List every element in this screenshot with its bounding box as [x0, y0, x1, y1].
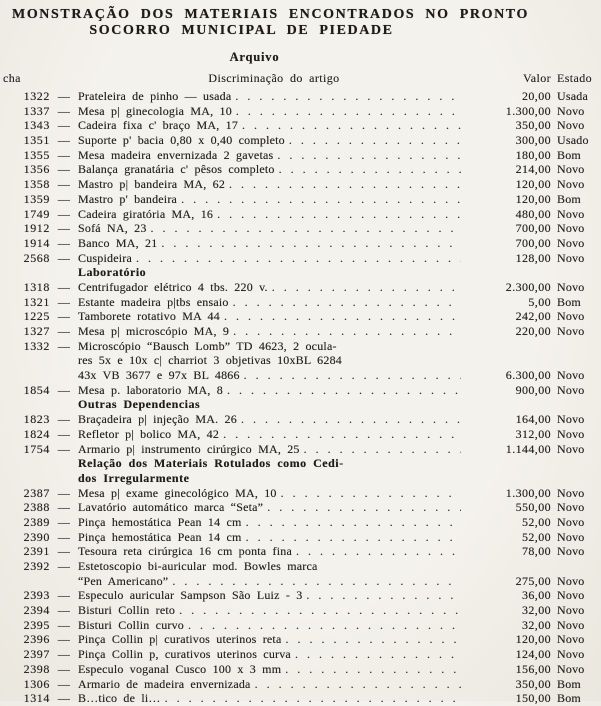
ficha-number: 2398	[23, 661, 50, 676]
item-description: Centrifugador elétrico 4 tbs. 220 v.	[78, 279, 268, 294]
item-value: 214,00	[515, 162, 551, 177]
row-dash: —	[57, 235, 71, 250]
item-description: “Pen Americano”	[78, 573, 169, 588]
ficha-number: 2568	[23, 250, 50, 265]
item-value: 550,00	[515, 500, 551, 515]
dot-leader	[161, 236, 461, 251]
ficha-number: 2391	[23, 544, 50, 559]
item-value: 2.300,00	[505, 279, 551, 294]
item-condition: Novo	[557, 162, 585, 177]
dot-leader	[242, 118, 461, 133]
table-row	[0, 588, 601, 603]
dot-leader	[255, 677, 461, 692]
column-header-estado: Estado	[557, 71, 593, 85]
item-condition: Bom	[557, 294, 581, 309]
table-row	[0, 677, 601, 692]
item-condition: Bom	[557, 147, 581, 162]
row-dash: —	[57, 544, 71, 559]
dot-leader	[172, 574, 461, 589]
item-condition: Novo	[557, 103, 585, 118]
item-value: 300,00	[515, 133, 551, 148]
table-row	[0, 221, 601, 236]
column-header-row	[0, 71, 601, 86]
ficha-number: 1912	[23, 221, 50, 236]
item-value: 1.300,00	[505, 485, 551, 500]
item-condition: Novo	[557, 221, 585, 236]
table-row	[0, 500, 601, 515]
item-value: 700,00	[515, 235, 551, 250]
table-row	[0, 574, 601, 589]
item-value: 32,00	[522, 617, 551, 632]
section-title: Laboratório	[78, 265, 147, 280]
item-description: Armario p| instrumento cirúrgico MA, 25	[78, 441, 300, 456]
item-value: 120,00	[515, 191, 551, 206]
table-row	[0, 251, 601, 266]
dot-leader	[289, 133, 461, 148]
row-dash: —	[57, 500, 71, 515]
table-row	[0, 177, 601, 192]
item-description: Especulo voganal Cusco 100 x 3 mm	[78, 661, 282, 676]
item-value: 150,00	[515, 691, 551, 706]
item-value: 120,00	[515, 177, 551, 192]
item-condition: Novo	[557, 632, 585, 647]
section-heading-arquivo: Arquivo	[229, 50, 280, 64]
item-description: Microscópio “Bausch Lomb” TD 4623, 2 ocula-	[78, 338, 337, 353]
item-description: Balança granatária c' pêsos completo	[78, 162, 275, 177]
dot-leader	[235, 89, 461, 104]
dot-leader	[244, 368, 461, 383]
row-dash: —	[57, 162, 71, 177]
ficha-number: 1914	[23, 235, 50, 250]
table-row	[0, 412, 601, 427]
row-dash: —	[57, 250, 71, 265]
table-row	[0, 280, 601, 295]
column-header-valor: Valor	[523, 71, 551, 85]
section-title: Relação dos Materiais Rotulados como Cedi-	[78, 456, 344, 471]
row-dash: —	[57, 661, 71, 676]
table-row	[0, 544, 601, 559]
item-condition: Novo	[557, 617, 585, 632]
row-dash: —	[57, 412, 71, 427]
item-description: Mesa p| exame ginecológico MA, 10	[78, 485, 277, 500]
item-condition: Novo	[557, 368, 585, 383]
ficha-number: 2393	[23, 588, 50, 603]
table-row	[0, 603, 601, 618]
item-description: Tesoura reta cirúrgica 16 cm ponta fina	[78, 544, 292, 559]
table-row	[0, 530, 601, 545]
row-dash: —	[57, 309, 71, 324]
item-value: 128,00	[515, 250, 551, 265]
item-description: Pinça Collin p, curativos uterinos curva	[78, 647, 291, 662]
row-dash: —	[57, 191, 71, 206]
dot-leader	[272, 280, 461, 295]
row-dash: —	[57, 177, 71, 192]
dot-leader	[285, 662, 461, 677]
item-condition: Usado	[557, 133, 589, 148]
ficha-number: 2390	[23, 529, 50, 544]
item-value: 36,00	[522, 588, 551, 603]
ficha-number: 1754	[23, 441, 50, 456]
table-row	[0, 368, 601, 383]
section-title: dos Irregularmente	[78, 470, 190, 485]
ficha-number: 1314	[23, 691, 50, 706]
ficha-number: 1351	[23, 133, 50, 148]
dot-leader	[165, 691, 461, 706]
row-dash: —	[57, 632, 71, 647]
section-row	[0, 265, 601, 280]
table-row	[0, 515, 601, 530]
item-condition: Novo	[557, 647, 585, 662]
item-condition: Novo	[557, 412, 585, 427]
item-value: 52,00	[522, 529, 551, 544]
item-description: Estante madeira p|tbs ensaio	[78, 294, 229, 309]
row-dash: —	[57, 206, 71, 221]
row-dash: —	[57, 221, 71, 236]
dot-leader	[227, 383, 461, 398]
dot-leader	[286, 632, 462, 647]
item-value: 900,00	[515, 382, 551, 397]
item-value: 52,00	[522, 514, 551, 529]
item-value: 164,00	[515, 412, 551, 427]
item-description: Prateleira de pinho — usada	[78, 89, 232, 103]
item-description: Mesa p. laboratorio MA, 8	[78, 382, 223, 397]
item-condition: Usada	[557, 89, 588, 103]
item-condition: Novo	[557, 544, 585, 559]
ficha-number: 2395	[23, 617, 50, 632]
ficha-number: 1359	[23, 191, 50, 206]
item-condition: Novo	[557, 661, 585, 676]
dot-leader	[246, 515, 461, 530]
item-condition: Novo	[557, 279, 585, 294]
item-value: 124,00	[515, 647, 551, 662]
item-description: 43x VB 3677 e 97x BL 4866	[78, 368, 240, 383]
item-value: 32,00	[522, 603, 551, 618]
item-condition: Bom	[557, 691, 581, 706]
dot-leader	[279, 162, 461, 177]
dot-leader	[179, 603, 461, 618]
item-description: Bisturi Collin reto	[78, 603, 176, 618]
dot-leader	[304, 442, 461, 457]
item-condition: Novo	[557, 382, 585, 397]
row-dash: —	[57, 676, 71, 691]
table-row	[0, 104, 601, 119]
dot-leader	[241, 412, 461, 427]
table-row	[0, 118, 601, 133]
item-description: Mastro p' bandeira	[78, 191, 178, 206]
row-dash: —	[57, 324, 71, 338]
item-value: 156,00	[515, 661, 551, 676]
inventory-table	[0, 89, 601, 706]
ficha-number: 2396	[23, 632, 50, 647]
table-row	[0, 162, 601, 177]
dot-leader	[277, 148, 461, 163]
item-value: 5,00	[528, 294, 551, 309]
item-condition: Novo	[557, 529, 585, 544]
row-dash: —	[57, 485, 71, 500]
item-description: Bisturi Collin curvo	[78, 617, 184, 632]
item-condition: Novo	[557, 324, 585, 338]
table-row	[0, 192, 601, 207]
row-dash: —	[57, 647, 71, 662]
item-description: Cuspideira	[78, 250, 132, 265]
item-condition: Novo	[557, 118, 585, 133]
item-condition: Novo	[557, 177, 585, 192]
item-description: Lavatório automático marca “Seta”	[78, 500, 264, 515]
table-row	[0, 383, 601, 398]
item-condition: Novo	[557, 309, 585, 324]
item-value: 20,00	[522, 89, 551, 103]
row-dash: —	[57, 426, 71, 441]
ficha-number: 1225	[23, 309, 50, 324]
column-header-ficha: cha	[3, 71, 21, 85]
item-description: Estetoscopio bi-auricular mod. Bowles marca	[78, 559, 318, 573]
dot-leader	[181, 192, 461, 207]
item-description: Braçadeira p| injeção MA. 26	[78, 412, 237, 427]
row-dash: —	[57, 588, 71, 603]
item-description: Mesa p| ginecologia MA, 10	[78, 103, 232, 118]
row-dash: —	[57, 294, 71, 309]
ficha-number: 1355	[23, 147, 50, 162]
item-condition: Novo	[557, 603, 585, 618]
table-row	[0, 486, 601, 501]
ficha-number: 1824	[23, 426, 50, 441]
row-dash: —	[57, 514, 71, 529]
table-row	[0, 339, 601, 354]
item-value: 275,00	[515, 573, 551, 588]
ficha-number: 1854	[23, 382, 50, 397]
item-description: Mesa p| microscópio MA, 9	[78, 324, 230, 338]
document-title	[0, 7, 601, 38]
title-line-2: SOCORRO MUNICIPAL DE PIEDADE	[89, 22, 394, 38]
table-row	[0, 295, 601, 310]
item-value: 480,00	[515, 206, 551, 221]
dot-leader	[281, 486, 461, 501]
section-row	[0, 471, 601, 486]
item-value: 350,00	[515, 676, 551, 691]
item-condition: Bom	[557, 676, 581, 691]
dot-leader	[229, 177, 461, 192]
item-condition: Bom	[557, 191, 581, 206]
row-dash: —	[57, 133, 71, 148]
item-value: 350,00	[515, 118, 551, 133]
row-dash: —	[57, 691, 71, 706]
table-row	[0, 353, 601, 368]
row-dash: —	[57, 279, 71, 294]
ficha-number: 1358	[23, 177, 50, 192]
item-description: Pinça Collin p| curativos uterinos reta	[78, 632, 282, 647]
row-dash: —	[57, 441, 71, 456]
dot-leader	[267, 500, 461, 515]
dot-leader	[233, 295, 461, 310]
section-row	[0, 456, 601, 471]
item-description: Sofá NA, 23	[78, 221, 147, 236]
ficha-number: 1749	[23, 206, 50, 221]
table-row	[0, 236, 601, 251]
item-value: 120,00	[515, 632, 551, 647]
ficha-number: 2388	[23, 500, 50, 515]
ficha-number: 1306	[23, 676, 50, 691]
item-value: 700,00	[515, 221, 551, 236]
dot-leader	[233, 324, 461, 339]
item-value: 180,00	[515, 147, 551, 162]
section-title: Outras Dependencias	[78, 397, 201, 412]
item-condition: Novo	[557, 206, 585, 221]
ficha-number: 1332	[23, 338, 50, 353]
item-condition: Novo	[557, 426, 585, 441]
ficha-number: 2392	[23, 559, 50, 573]
row-dash: —	[57, 103, 71, 118]
section-row	[0, 397, 601, 412]
item-description: Pinça hemostática Pean 14 cm	[78, 529, 242, 544]
table-row	[0, 148, 601, 163]
table-row	[0, 559, 601, 574]
table-row	[0, 133, 601, 148]
dot-leader	[246, 530, 461, 545]
item-value: 312,00	[515, 426, 551, 441]
item-condition: Novo	[557, 250, 585, 265]
table-row	[0, 442, 601, 457]
row-dash: —	[57, 147, 71, 162]
item-description: Especulo auricular Sampson São Luiz - 3	[78, 588, 303, 603]
row-dash: —	[57, 603, 71, 618]
ficha-number: 1343	[23, 118, 50, 133]
ficha-number: 1823	[23, 412, 50, 427]
item-description: Mastro p| bandeira MA, 62	[78, 177, 226, 192]
table-row	[0, 618, 601, 633]
dot-leader	[217, 207, 461, 222]
item-description: Refletor p| bolico MA, 42	[78, 426, 220, 441]
row-dash: —	[57, 118, 71, 133]
item-description: B…tico de li…	[78, 691, 161, 706]
item-condition: Novo	[557, 441, 585, 456]
row-dash: —	[57, 382, 71, 397]
ficha-number: 1318	[23, 279, 50, 294]
item-value: 1.300,00	[505, 103, 551, 118]
column-header-artigo: Discriminação do artigo	[208, 71, 340, 85]
item-description: Tamborete rotativo MA 44	[78, 309, 220, 324]
item-description: res 5x e 10x c| charriot 3 objetivas 10xBL 6284	[78, 353, 342, 368]
item-condition: Novo	[557, 485, 585, 500]
dot-leader	[295, 647, 461, 662]
item-condition: Novo	[557, 588, 585, 603]
ficha-number: 1337	[23, 103, 50, 118]
table-row	[0, 309, 601, 324]
item-condition: Novo	[557, 514, 585, 529]
dot-leader	[223, 427, 461, 442]
item-condition: Novo	[557, 573, 585, 588]
dot-leader	[236, 104, 461, 119]
ficha-number: 1327	[23, 324, 50, 338]
dot-leader	[224, 309, 461, 324]
item-value: 6.300,00	[505, 368, 551, 383]
ficha-number: 2389	[23, 514, 50, 529]
item-value: 1.144,00	[505, 441, 551, 456]
dot-leader	[151, 221, 461, 236]
dot-leader	[306, 588, 461, 603]
item-description: Armario de madeira envernizada	[78, 676, 251, 691]
item-value: 220,00	[515, 324, 551, 338]
dot-leader	[188, 618, 461, 633]
table-row	[0, 207, 601, 222]
dot-leader	[296, 544, 461, 559]
item-description: Cadeira fixa c' braço MA, 17	[78, 118, 239, 133]
table-row	[0, 632, 601, 647]
item-description: Pinça hemostática Pean 14 cm	[78, 514, 242, 529]
row-dash: —	[57, 529, 71, 544]
table-row	[0, 691, 601, 706]
ficha-number: 1322	[23, 89, 50, 103]
row-dash: —	[57, 617, 71, 632]
row-dash: —	[57, 89, 71, 103]
ficha-number: 2397	[23, 647, 50, 662]
title-line-1: MONSTRAÇÃO DOS MATERIAIS ENCONTRADOS NO PRONTO	[12, 7, 529, 22]
item-description: Banco MA, 21	[78, 235, 158, 250]
row-dash: —	[57, 338, 71, 353]
ficha-number: 2387	[23, 485, 50, 500]
ficha-number: 2394	[23, 603, 50, 618]
item-description: Suporte p' bacia 0,80 x 0,40 completo	[78, 133, 285, 148]
table-row	[0, 647, 601, 662]
item-condition: Novo	[557, 500, 585, 515]
dot-leader	[136, 251, 461, 266]
table-row	[0, 324, 601, 339]
item-description: Mesa madeira envernizada 2 gavetas	[78, 147, 274, 162]
ficha-number: 1356	[23, 162, 50, 177]
table-row	[0, 89, 601, 104]
item-value: 242,00	[515, 309, 551, 324]
table-row	[0, 662, 601, 677]
ficha-number: 1321	[23, 294, 50, 309]
row-dash: —	[57, 559, 71, 573]
item-value: 78,00	[522, 544, 551, 559]
item-condition: Novo	[557, 235, 585, 250]
item-description: Cadeira giratória MA, 16	[78, 206, 214, 221]
table-row	[0, 427, 601, 442]
